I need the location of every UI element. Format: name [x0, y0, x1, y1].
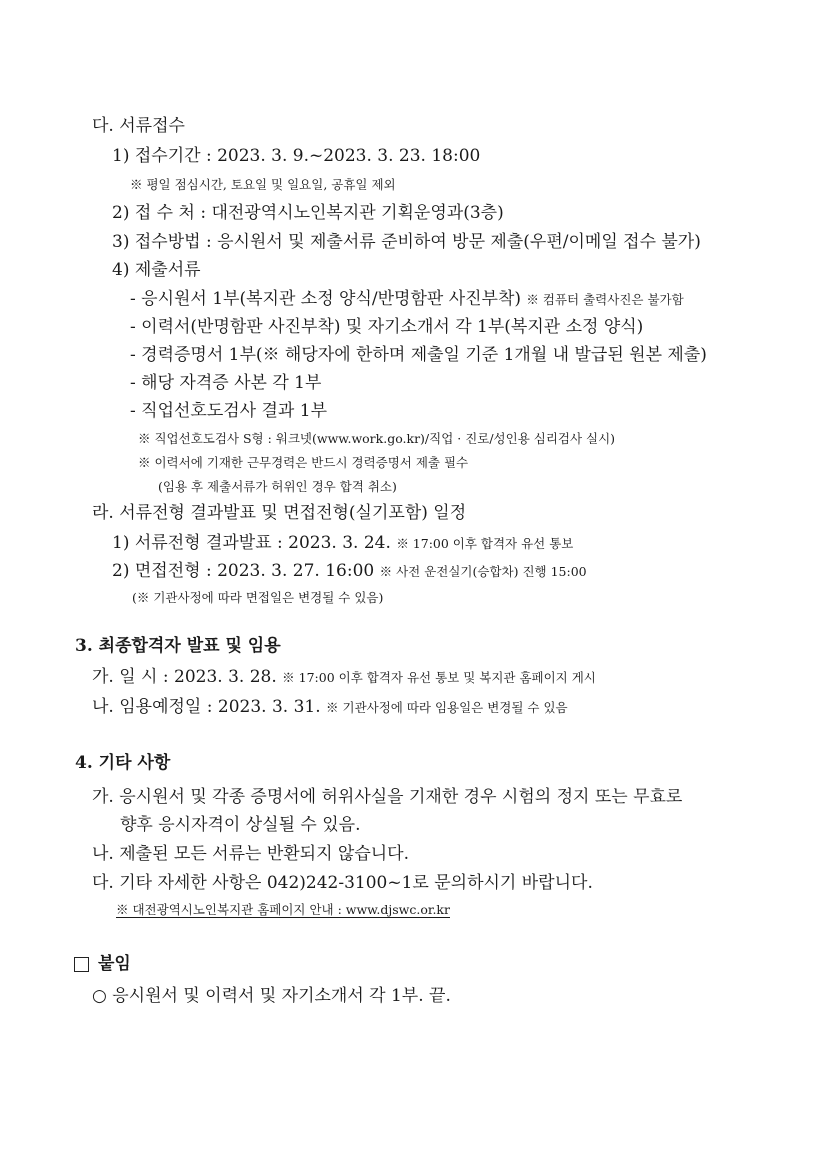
appointment-date [92, 699, 568, 716]
doc-result-note: ※ 17:00 이후 합격자 유선 통보 [396, 536, 574, 551]
interview-note: ※ 사전 운전실기(승합차) 진행 15:00 [379, 564, 587, 579]
application-method: 3) 접수방법 : 응시원서 및 제출서류 준비하여 방문 제출(우편/이메일 접수 불가) [112, 232, 701, 252]
section-da-title: 다. 서류접수 [92, 116, 185, 136]
section3-title: 3. 최종합격자 발표 및 임용 [75, 636, 281, 656]
interview-schedule [112, 563, 587, 580]
final-announcement-date [92, 669, 596, 686]
application-period: 1) 접수기간 : 2023. 3. 9.~2023. 3. 23. 18:00 [112, 146, 481, 166]
false-info-warning-cont: 향후 응시자격이 상실될 수 있음. [120, 815, 361, 835]
final-announcement-text: 가. 일 시 : 2023. 3. 28. [92, 667, 277, 687]
attachment-title: 붙임 [98, 954, 131, 974]
contact-info: 다. 기타 자세한 사항은 042)242-3100~1로 문의하시기 바랍니다. [92, 873, 593, 893]
interview-change-note: (※ 기관사정에 따라 면접일은 변경될 수 있음) [132, 590, 384, 605]
appointment-text: 나. 임용예정일 : 2023. 3. 31. [92, 697, 321, 717]
aptitude-test-note: ※ 직업선호도검사 S형 : 워크넷(www.work.go.kr)/직업 · 진로/성인용 심리검사 실시) [138, 431, 616, 446]
doc-item-career-cert: - 경력증명서 1부(※ 해당자에 한하며 제출일 기준 1개월 내 발급된 원본 제출) [130, 345, 707, 365]
doc-result-announcement [112, 535, 573, 552]
section4-title: 4. 기타 사항 [75, 753, 171, 773]
homepage-info: ※ 대전광역시노인복지관 홈페이지 안내 : www.djswc.or.kr [116, 902, 450, 917]
application-place: 2) 접 수 처 : 대전광역시노인복지관 기획운영과(3층) [112, 203, 504, 223]
doc-item-license: - 해당 자격증 사본 각 1부 [130, 373, 322, 393]
docs-not-returned: 나. 제출된 모든 서류는 반환되지 않습니다. [92, 844, 410, 864]
doc-item-application-note: ※ 컴퓨터 출력사진은 불가함 [526, 292, 684, 307]
attachment-item: ○ 응시원서 및 이력서 및 자기소개서 각 1부. 끝. [92, 986, 451, 1006]
interview-text: 2) 면접전형 : 2023. 3. 27. 16:00 [112, 561, 375, 581]
doc-item-application-text: - 응시원서 1부(복지관 소정 양식/반명함판 사진부착) [130, 289, 522, 309]
doc-result-text: 1) 서류전형 결과발표 : 2023. 3. 24. [112, 533, 391, 553]
section-ra-title: 라. 서류전형 결과발표 및 면접전형(실기포함) 일정 [92, 503, 467, 523]
checkbox-square-icon [74, 957, 89, 972]
doc-item-aptitude-test: - 직업선호도검사 결과 1부 [130, 401, 327, 421]
final-announcement-note: ※ 17:00 이후 합격자 유선 통보 및 복지관 홈페이지 게시 [282, 670, 596, 685]
required-docs-title: 4) 제출서류 [112, 260, 201, 280]
false-docs-note: (임용 후 제출서류가 허위인 경우 합격 취소) [158, 479, 397, 494]
career-cert-note: ※ 이력서에 기재한 근무경력은 반드시 경력증명서 제출 필수 [138, 455, 469, 470]
doc-item-resume: - 이력서(반명함판 사진부착) 및 자기소개서 각 1부(복지관 소정 양식) [130, 317, 644, 337]
doc-item-application [130, 291, 684, 308]
false-info-warning: 가. 응시원서 및 각종 증명서에 허위사실을 기재한 경우 시험의 정지 또는 무효로 [92, 787, 683, 807]
application-period-note: ※ 평일 점심시간, 토요일 및 일요일, 공휴일 제외 [130, 177, 396, 192]
appointment-note: ※ 기관사정에 따라 임용일은 변경될 수 있음 [326, 700, 568, 715]
